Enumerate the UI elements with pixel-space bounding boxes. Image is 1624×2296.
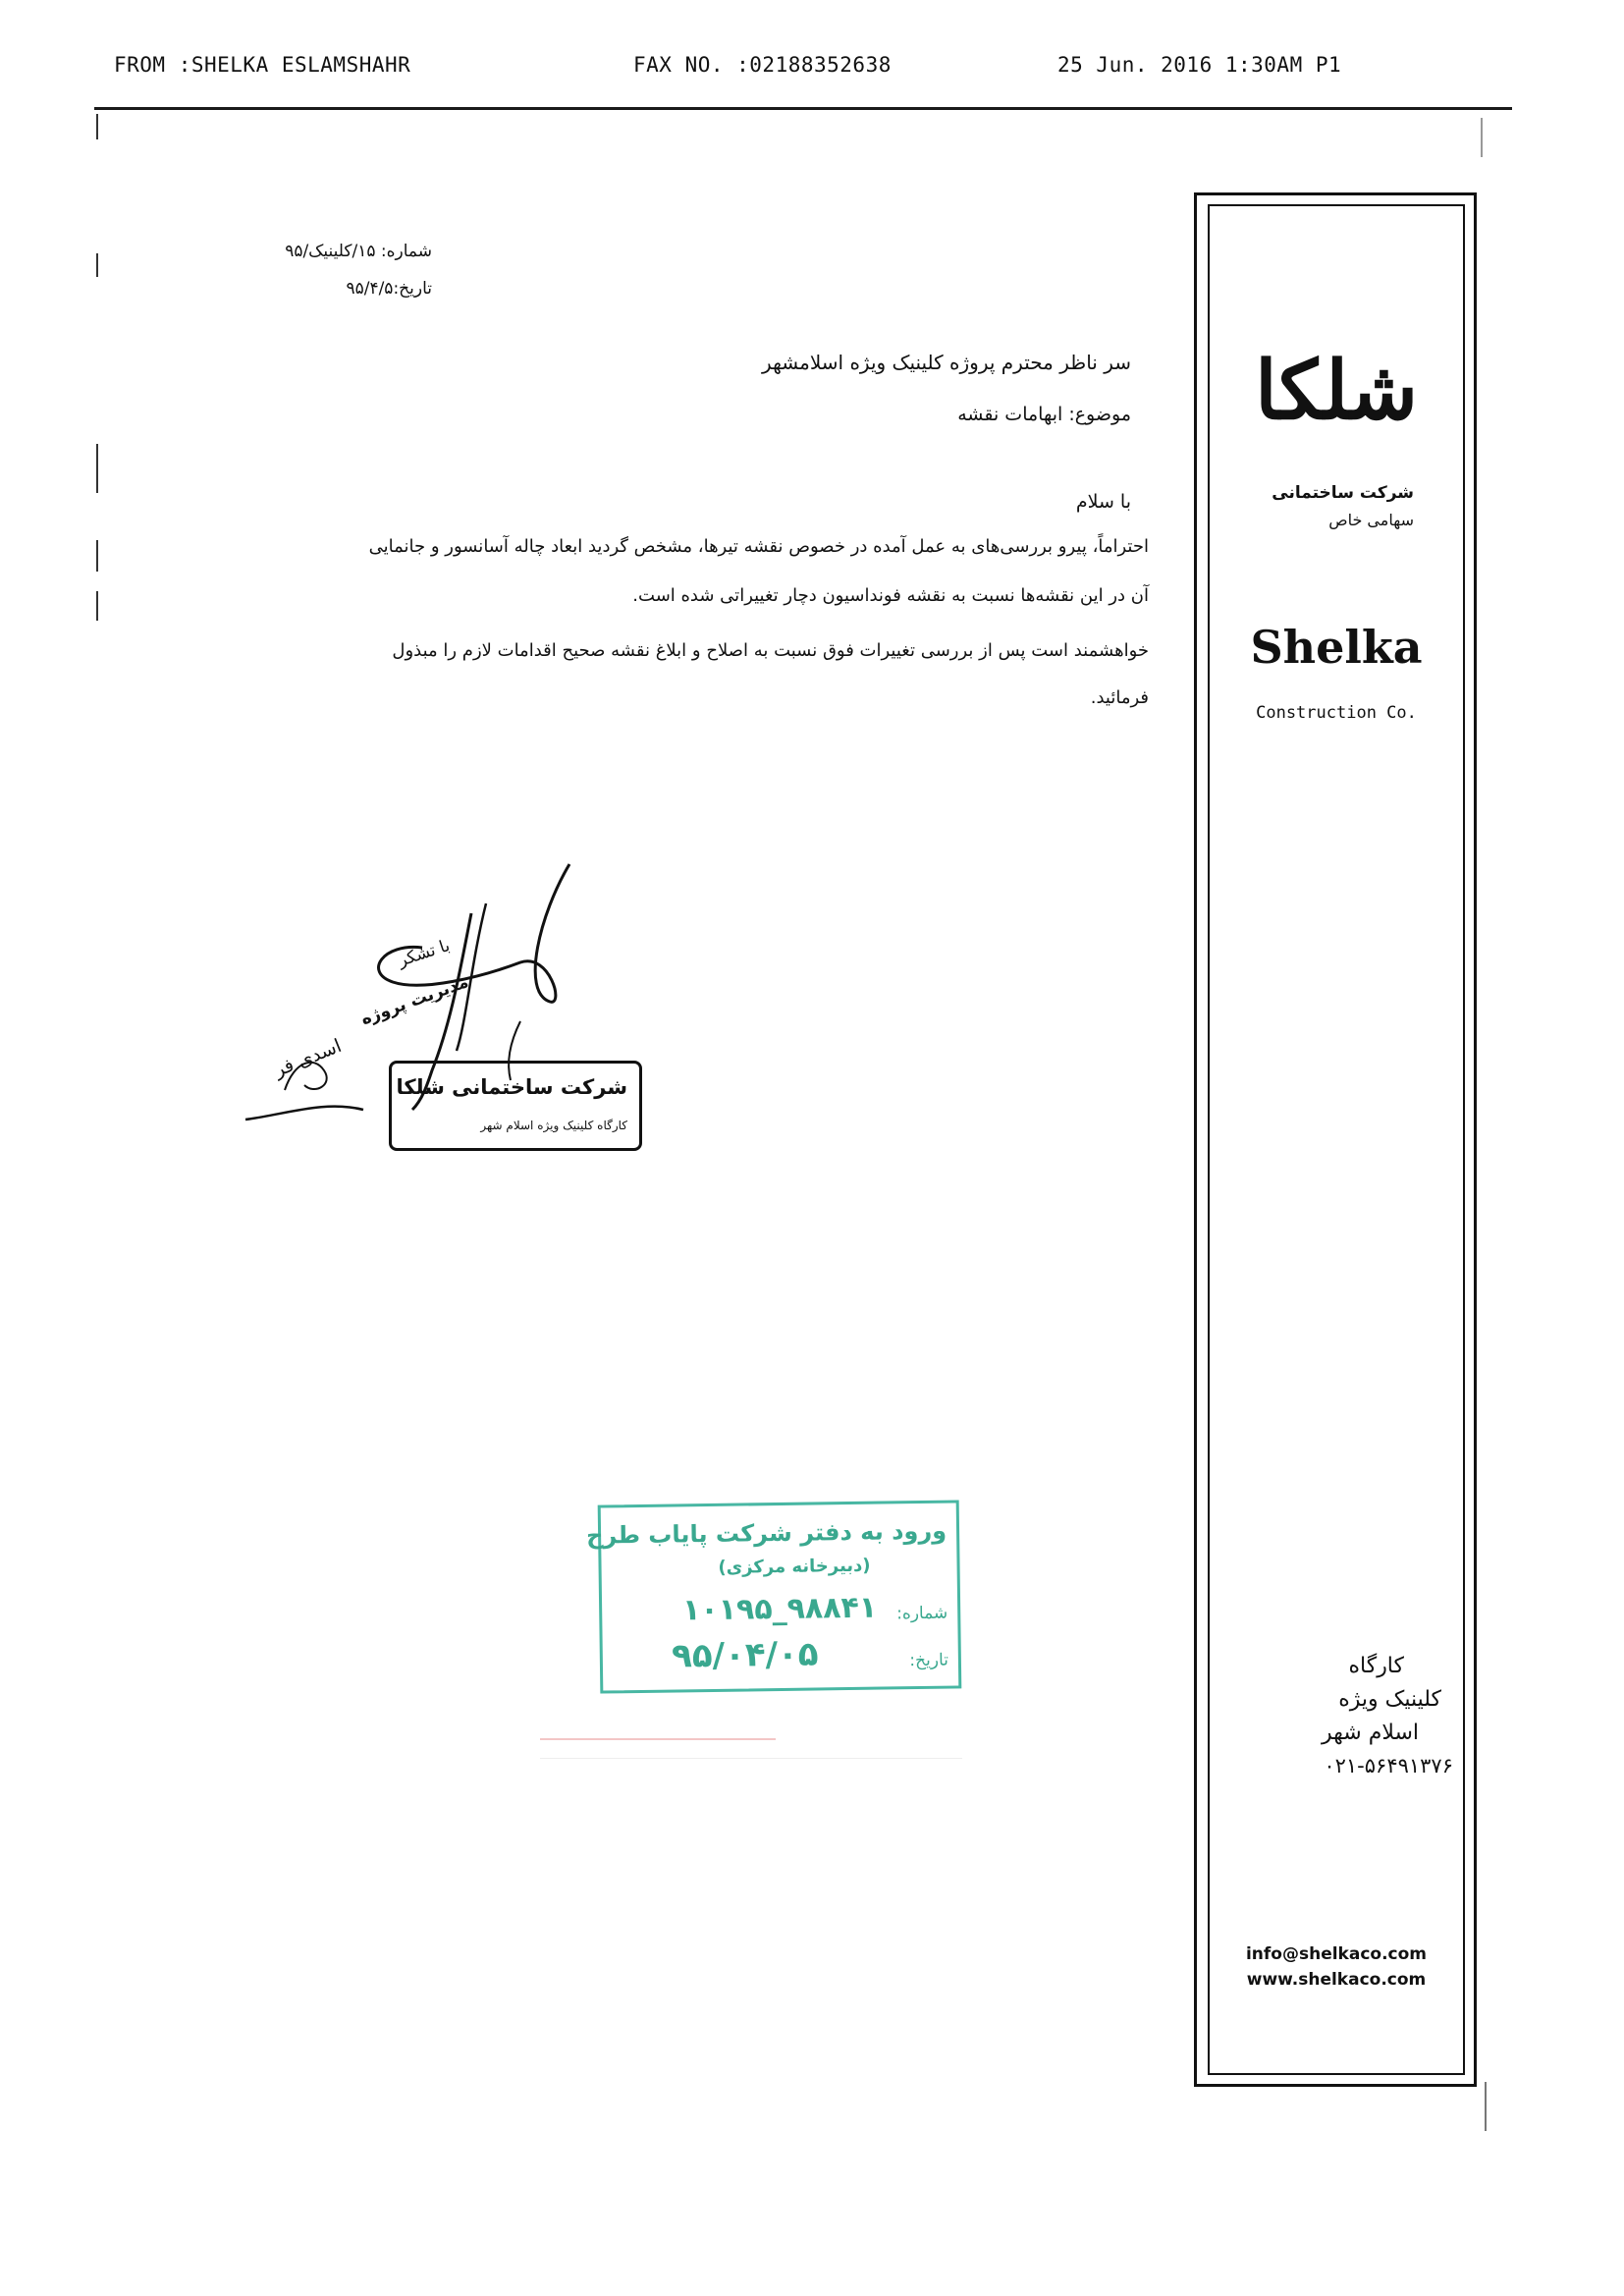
signature-handwritten-name: اسدی فر [271, 1034, 345, 1082]
fax-header-rule [94, 107, 1512, 110]
margin-mark [96, 444, 98, 493]
receipt-stamp-subtitle: (دبیرخانه مرکزی) [718, 1555, 871, 1578]
margin-mark [96, 114, 98, 139]
margin-mark [96, 253, 98, 277]
brand-logo-fa: شلکا [1254, 344, 1419, 438]
letter-recipient: سر ناظر محترم پروژه کلینیک ویژه اسلامشهر [762, 351, 1131, 374]
workshop-name: کلینیک ویژه [1338, 1687, 1441, 1712]
contact-website: www.shelkaco.com [1246, 1970, 1427, 1990]
receipt-stamp-date-label: تاریخ: [909, 1650, 949, 1671]
scan-artifact [540, 1738, 776, 1740]
receipt-stamp-number-label: شماره: [896, 1603, 948, 1624]
fax-datetime: 25 Jun. 2016 1:30AM P1 [1057, 53, 1342, 77]
company-stamp-title: شرکت ساختمانی شلکا [396, 1075, 627, 1099]
brand-tagline: Construction Co. [1256, 703, 1417, 723]
letter-number: شماره: ۱۵/کلینیک/۹۵ [285, 242, 432, 261]
letter-date: تاریخ:۹۵/۴/۵ [346, 279, 432, 299]
brand-logo-en: Shelka [1250, 621, 1423, 674]
company-stamp-subtitle: کارگاه کلینیک ویژه اسلام شهر [480, 1119, 627, 1132]
margin-mark [96, 540, 98, 572]
fax-from: FROM :SHELKA ESLAMSHAHR [114, 53, 411, 77]
letter-body-line: آن در این نقشه‌ها نسبت به نقشه فونداسیون دچار تغییراتی شده است. [632, 585, 1149, 606]
fax-number: FAX NO. :02188352638 [633, 53, 892, 77]
contact-email: info@shelkaco.com [1245, 1944, 1428, 1964]
company-stamp [389, 1061, 642, 1151]
scan-artifact [1485, 2082, 1487, 2131]
receipt-stamp [585, 1500, 962, 1693]
scan-artifact [1481, 118, 1483, 157]
workshop-city: اسلام شهر [1322, 1721, 1419, 1745]
receipt-stamp-number: ۱۰۱۹۵_۹۸۸۴۱ [681, 1590, 878, 1628]
letter-greeting: با سلام [1075, 491, 1131, 513]
receipt-stamp-date: ۹۵/۰۴/۰۵ [671, 1634, 819, 1676]
receipt-stamp-title: ورود به دفتر شرکت پایاب طرح [585, 1516, 947, 1550]
signature-handwritten-role: مدیریت پروژه [357, 972, 471, 1030]
company-type-line2: سهامی خاص [1328, 511, 1414, 529]
company-type-line1: شرکت ساختمانی [1272, 483, 1414, 503]
letter-body-line: خواهشمند است پس از بررسی تغییرات فوق نسبت به اصلاح و ابلاغ نقشه صحیح اقدامات لازم را مبذول [392, 640, 1149, 661]
scan-artifact [540, 1758, 962, 1759]
margin-mark [96, 591, 98, 621]
letter-body-line: فرمائید. [1090, 687, 1149, 708]
workshop-phone: ۰۲۱-۵۶۴۹۱۳۷۶ [1324, 1754, 1453, 1777]
workshop-label: کارگاه [1348, 1654, 1404, 1678]
letter-subject: موضوع: ابهامات نقشه [957, 404, 1131, 425]
signature-handwritten-thanks: با تشکر [396, 936, 453, 971]
letter-body-line: احتراماً، پیرو بررسی‌های به عمل آمده در خصوص نقشه تیرها، مشخص گردید ابعاد چاله آسانسور و جانمایی [368, 536, 1149, 557]
